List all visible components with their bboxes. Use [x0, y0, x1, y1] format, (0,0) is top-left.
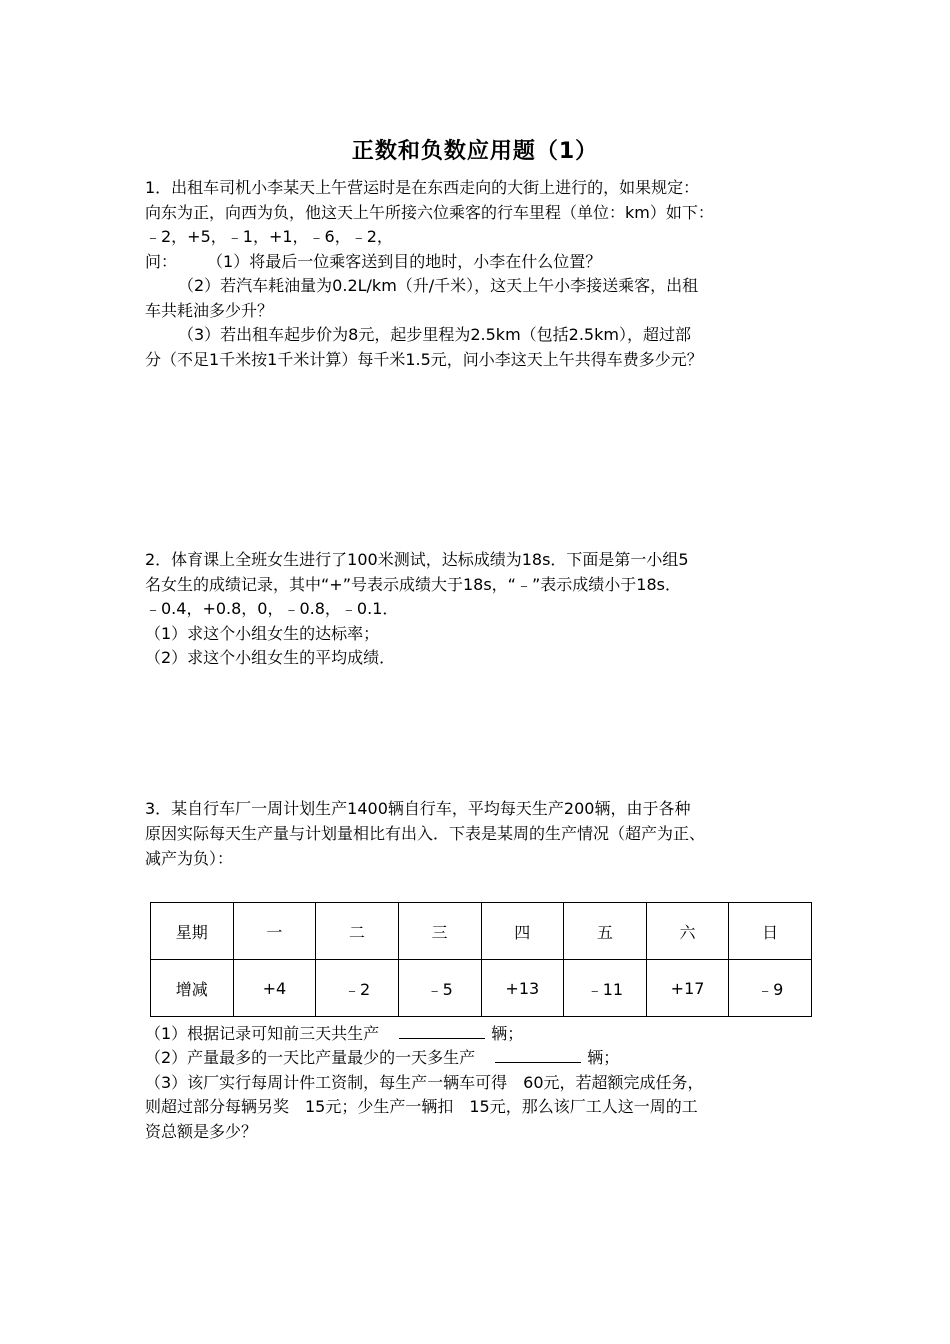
q3-line-1: 3．某自行车厂一周计划生产1400辆自行车，平均每天生产200辆，由于各种 — [145, 799, 691, 818]
table-row-change — [151, 960, 812, 1017]
q2-sub-2: （2）求这个小组女生的平均成绩． — [145, 648, 396, 667]
q2-line-1: 2．体育课上全班女生进行了100米测试，达标成绩为18s．下面是第一小组5 — [145, 550, 689, 569]
q2-line-2: 名女生的成绩记录，其中“+”号表示成绩大于18s，“﹣”表示成绩小于18s． — [145, 575, 681, 594]
table-cell: +13 — [481, 960, 564, 1017]
q3-sub-2-unit: 辆； — [587, 1048, 620, 1067]
q1-sub-2: （2）若汽车耗油量为0.2L/km（升/千米），这天上午小李接送乘客，出租 — [178, 276, 699, 295]
table-row-weekday — [151, 903, 812, 960]
q1-line-8: 分（不足1千米按1千米计算）每千米1.5元，问小李这天上午共得车费多少元？ — [145, 350, 703, 369]
q1-line-4 — [145, 250, 601, 274]
table-cell: 三 — [398, 903, 481, 960]
table-cell: ﹣9 — [729, 960, 812, 1017]
q3-sub-3-line-1: （3）该厂实行每周计件工资制，每生产一辆车可得 60元，若超额完成任务， — [145, 1073, 704, 1092]
q3-sub-2-text: （2）产量最多的一天比产量最少的一天多生产 — [145, 1048, 476, 1067]
table-cell: ﹣5 — [398, 960, 481, 1017]
q2-line-3: ﹣0.4，+0.8，0，﹣0.8，﹣0.1． — [145, 599, 399, 618]
q1-line-2: 向东为正，向西为负，他这天上午所接六位乘客的行车里程（单位：km）如下： — [145, 203, 714, 222]
q1-line-3: ﹣2，+5，﹣1，+1，﹣6，﹣2， — [145, 227, 393, 246]
table-cell: +4 — [233, 960, 316, 1017]
q3-sub-1 — [145, 1022, 523, 1046]
page-title: 正数和负数应用题（1） — [351, 139, 599, 164]
q1-ask-label: 问： — [145, 252, 178, 271]
q1-sub-3: （3）若出租车起步价为8元，起步里程为2.5km（包括2.5km），超过部 — [178, 325, 691, 344]
table-cell: +17 — [646, 960, 729, 1017]
production-table — [150, 902, 812, 1017]
table-cell: 日 — [729, 903, 812, 960]
q3-line-3: 减产为负）： — [145, 849, 234, 868]
table-cell: 六 — [646, 903, 729, 960]
table-cell: ﹣2 — [316, 960, 399, 1017]
table-cell: ﹣11 — [564, 960, 647, 1017]
table-cell: 增减 — [151, 960, 234, 1017]
table-cell: 星期 — [151, 903, 234, 960]
q3-sub-2 — [145, 1046, 619, 1070]
q3-sub-1-text: （1）根据记录可知前三天共生产 — [145, 1024, 380, 1043]
q2-sub-1: （1）求这个小组女生的达标率； — [145, 624, 380, 643]
table-cell: 四 — [481, 903, 564, 960]
answer-blank-1[interactable] — [399, 1024, 485, 1039]
answer-blank-2[interactable] — [495, 1048, 581, 1063]
q3-sub-1-unit: 辆； — [491, 1024, 524, 1043]
q3-sub-3-line-2: 则超过部分每辆另奖 15元；少生产一辆扣 15元，那么该厂工人这一周的工 — [145, 1097, 698, 1116]
q3-line-2: 原因实际每天生产量与计划量相比有出入．下表是某周的生产情况（超产为正、 — [145, 824, 706, 843]
q1-sub-1: （1）将最后一位乘客送到目的地时，小李在什么位置？ — [207, 252, 602, 271]
q3-sub-3-line-3: 资总额是多少？ — [145, 1122, 258, 1141]
table-cell: 一 — [233, 903, 316, 960]
table-cell: 二 — [316, 903, 399, 960]
q1-line-6: 车共耗油多少升？ — [145, 301, 274, 320]
q1-line-1: 1．出租车司机小李某天上午营运时是在东西走向的大街上进行的，如果规定： — [145, 178, 700, 197]
table-cell: 五 — [564, 903, 647, 960]
